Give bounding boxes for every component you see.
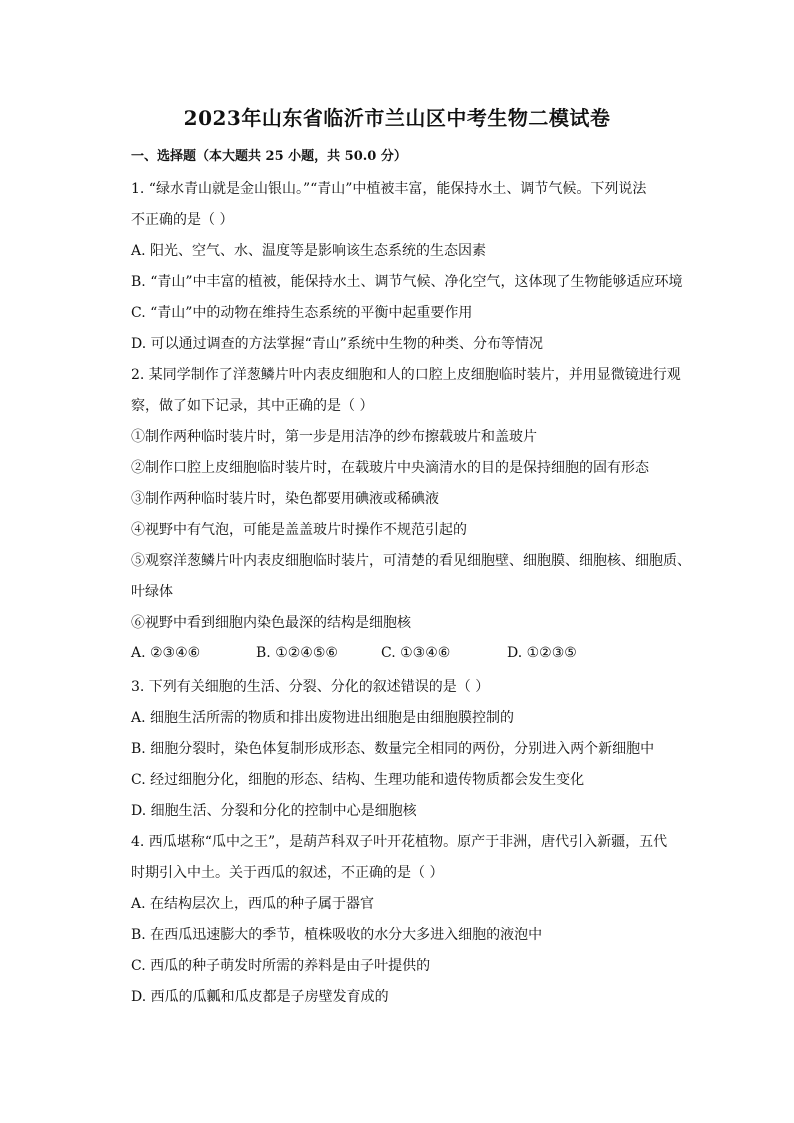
q4-option-a: A. 在结构层次上，西瓜的种子属于器官 (131, 896, 375, 912)
q1-option-c: C. “青山”中的动物在维持生态系统的平衡中起重要作用 (131, 305, 473, 321)
q2-option-c: C. ①③④⑥ (381, 645, 451, 661)
q1-option-a: A. 阳光、空气、水、温度等是影响该生态系统的生态因素 (131, 243, 487, 259)
q2-item-4: ④视野中有气泡，可能是盖盖玻片时操作不规范引起的 (131, 522, 467, 538)
q2-option-a: A. ②③④⑥ (131, 645, 201, 661)
q2-options-row (131, 645, 691, 665)
q2-stem-line-2: 察，做了如下记录，其中正确的是（ ） (131, 398, 374, 414)
q2-item-5: ⑤观察洋葱鳞片叶内表皮细胞临时装片，可清楚的看见细胞壁、细胞膜、细胞核、细胞质、 (131, 553, 691, 569)
q4-option-c: C. 西瓜的种子萌发时所需的养料是由子叶提供的 (131, 958, 431, 974)
q2-option-d: D. ①②③⑤ (507, 645, 577, 661)
q1-stem-line-2: 不正确的是（ ） (131, 212, 234, 228)
q4-option-d: D. 西瓜的瓜瓤和瓜皮都是子房壁发育成的 (131, 989, 389, 1005)
q3-option-a: A. 细胞生活所需的物质和排出废物进出细胞是由细胞膜控制的 (131, 710, 515, 726)
q3-stem: 3. 下列有关细胞的生活、分裂、分化的叙述错误的是（ ） (131, 679, 490, 695)
q2-item-3: ③制作两种临时装片时，染色都要用碘液或稀碘液 (131, 491, 439, 507)
q1-option-d: D. 可以通过调查的方法掌握“青山”系统中生物的种类、分布等情况 (131, 336, 543, 352)
q3-option-b: B. 细胞分裂时，染色体复制形成形态、数量完全相同的两份，分别进入两个新细胞中 (131, 741, 655, 757)
q2-item-6: ⑥视野中看到细胞内染色最深的结构是细胞核 (131, 615, 411, 631)
q2-stem-line-1: 2. 某同学制作了洋葱鳞片叶内表皮细胞和人的口腔上皮细胞临时装片，并用显微镜进行观 (131, 367, 681, 383)
q2-option-b: B. ①②④⑤⑥ (256, 645, 338, 661)
q1-option-b: B. “青山”中丰富的植被，能保持水土、调节气候、净化空气，这体现了生物能够适应环境 (131, 274, 683, 290)
q4-option-b: B. 在西瓜迅速膨大的季节，植株吸收的水分大多进入细胞的液泡中 (131, 927, 543, 943)
q1-stem-line-1: 1. “绿水青山就是金山银山。”“青山”中植被丰富，能保持水土、调节气候。下列说法 (131, 181, 647, 197)
q2-item-1: ①制作两种临时装片时，第一步是用洁净的纱布擦载玻片和盖玻片 (131, 429, 537, 445)
q2-item-2: ②制作口腔上皮细胞临时装片时，在载玻片中央滴清水的目的是保持细胞的固有形态 (131, 460, 649, 476)
q2-item-5-cont: 叶绿体 (131, 584, 173, 600)
q4-stem-line-1: 4. 西瓜堪称“瓜中之王”，是葫芦科双子叶开花植物。原产于非洲，唐代引入新疆，五代 (131, 834, 668, 850)
q4-stem-line-2: 时期引入中土。关于西瓜的叙述，不正确的是（ ） (131, 865, 444, 881)
q3-option-d: D. 细胞生活、分裂和分化的控制中心是细胞核 (131, 803, 417, 819)
section-heading: 一、选择题（本大题共 25 小题，共 50.0 分） (131, 149, 407, 164)
q3-option-c: C. 经过细胞分化，细胞的形态、结构、生理功能和遗传物质都会发生变化 (131, 772, 585, 788)
exam-title: 2023年山东省临沂市兰山区中考生物二模试卷 (183, 106, 611, 130)
